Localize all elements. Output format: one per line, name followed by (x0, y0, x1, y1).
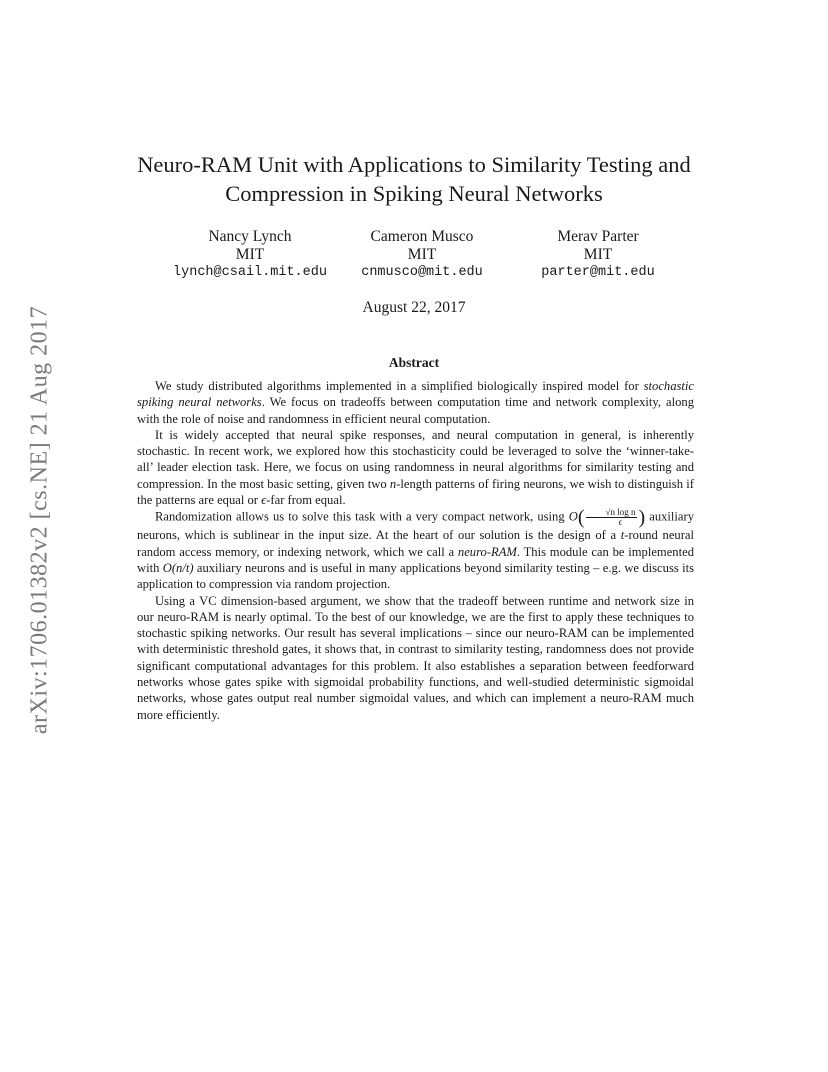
abstract-paragraph-4: Using a VC dimension-based argument, we show that the tradeoff between runtime and network size in our neuro-RAM is nearly optimal. To the best of our knowledge, we are the first to apply these techniques to stochastic spiking networks. Our result has several implications – since our neuro-RAM can be implemented with deterministic threshold gates, it shows that, in contrast to similarity testing, randomness does not provide significant computational advantages for this problem. It also establishes a separation between feedforward networks whose gates spike with sigmoidal probability functions, and well-studied deterministic sigmoidal networks, whose gates output real number sigmoidal values, and which can implement a neuro-RAM much more efficiently. (137, 593, 694, 722)
author-block (518, 228, 678, 282)
text-run: -far from equal. (266, 493, 346, 508)
math-expression: O(n/t) (162, 560, 194, 575)
math-symbol: O (568, 509, 578, 524)
math-symbol: ϵ (261, 493, 267, 508)
title-line-2: Compression in Spiking Neural Networks (225, 181, 603, 206)
abstract-heading: Abstract (388, 355, 440, 370)
author-email: parter@mit.edu (541, 265, 655, 280)
math-fraction (586, 508, 638, 527)
emphasis-text: neuro-RAM (457, 544, 517, 559)
author-name: Nancy Lynch (208, 228, 292, 245)
arxiv-side-stamp: arXiv:1706.01382v2 [cs.NE] 21 Aug 2017 (26, 305, 53, 735)
fraction-denominator: ϵ (618, 517, 623, 528)
author-affiliation: MIT (235, 246, 265, 263)
paper-title (100, 150, 728, 208)
text-run: auxiliary neurons and is useful in many applications beyond similarity testing – e.g. we discuss its application to compression via random projection. (137, 560, 694, 592)
text-run: . We focus on tradeoffs between computation time and network complexity, along with the role of noise and randomness in efficient neural computation. (137, 395, 695, 426)
text-run: . This module can be implemented with (137, 544, 694, 575)
math-paren-close: ) (638, 506, 646, 529)
emphasis-text: stochastic spiking neural networks (137, 379, 694, 410)
author-email: cnmusco@mit.edu (361, 265, 483, 280)
author-email: lynch@csail.mit.edu (173, 265, 327, 280)
abstract-body (137, 378, 694, 723)
text-run: auxiliary neurons, which is sublinear in the input size. At the heart of our solution is the design of a (137, 509, 694, 543)
abstract-paragraph-2 (137, 427, 694, 508)
math-symbol: n (389, 476, 397, 491)
math-paren-open: ( (577, 506, 585, 529)
text-run: Randomization allows us to solve this task with a very compact network, using (155, 509, 569, 524)
text-run: -length patterns of firing neurons, we wish to distinguish if the patterns are equal or (137, 476, 694, 508)
abstract-paragraph-1 (137, 378, 694, 427)
author-name: Merav Parter (557, 228, 639, 245)
text-run: We study distributed algorithms implemented in a simplified biologically inspired model for (155, 379, 644, 393)
title-line-1: Neuro-RAM Unit with Applications to Similarity Testing and (137, 152, 691, 177)
author-affiliation: MIT (583, 246, 613, 263)
author-block (347, 228, 497, 282)
author-list (0, 228, 828, 288)
text-run: It is widely accepted that neural spike responses, and neural computation in general, is inherently stochastic. In recent work, we explored how this stochasticity could be leveraged to solve the ‘winner-take-all’ leader election task. Here, we focus on using randomness in neural algorithms for similarity testing and compression. In the most basic setting, given two (137, 427, 694, 491)
author-block (160, 228, 340, 282)
fraction-numerator: √n log n (586, 508, 638, 518)
abstract-paragraph-3 (137, 508, 694, 592)
author-name: Cameron Musco (370, 228, 474, 245)
text-run: -round neural random access memory, or indexing network, which we call a (137, 528, 694, 559)
paper-date: August 22, 2017 (362, 299, 466, 316)
author-affiliation: MIT (407, 246, 437, 263)
math-symbol: t (620, 528, 625, 543)
